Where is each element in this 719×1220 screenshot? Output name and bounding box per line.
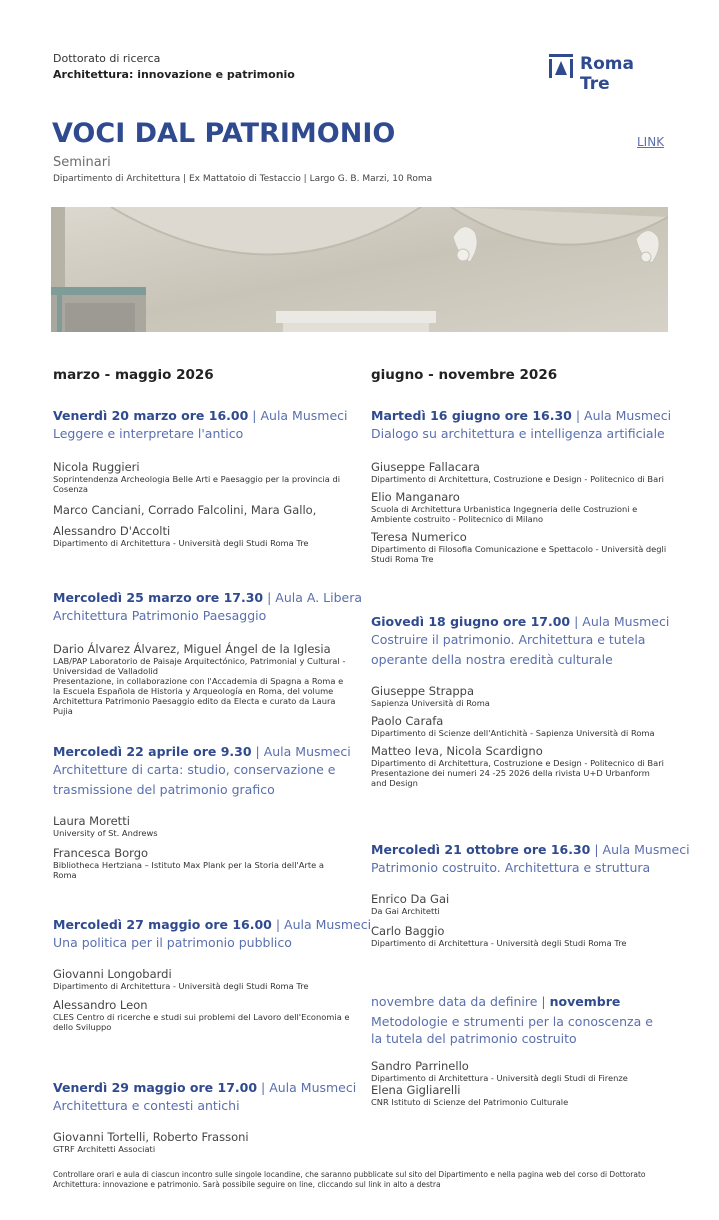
affiliation: Dipartimento di Architettura - Università degli Studi Roma Tre	[53, 981, 309, 991]
program-label: Dottorato di ricerca	[53, 52, 161, 65]
event-21-ottobre	[371, 842, 690, 948]
event-date: Mercoledì 27 maggio ore 16.00 | Aula Musmeci	[53, 917, 372, 932]
affiliation: Sapienza Università di Roma	[371, 698, 490, 708]
speaker: Paolo Carafa	[371, 714, 444, 728]
speaker: Enrico Da Gai	[371, 892, 450, 906]
logo-text: Roma Tre	[580, 54, 634, 94]
event-16-giugno	[371, 408, 672, 564]
event-date: novembre data da definire | novembre	[371, 994, 621, 1009]
affiliation: Da Gai Architetti	[371, 906, 440, 916]
event-date: Mercoledì 21 ottobre ore 16.30 | Aula Musmeci	[371, 842, 690, 857]
affiliation: Soprintendenza Archeologia Belle Arti e Paesaggio per la provincia di Cosenza	[53, 474, 341, 494]
speaker: Matteo Ieva, Nicola Scardigno	[371, 744, 543, 758]
affiliation: GTRF Architetti Associati	[53, 1144, 156, 1154]
affiliation: Dipartimento di Architettura, Costruzione e Design - Politecnico di Bari	[371, 758, 664, 768]
event-date: Venerdì 20 marzo ore 16.00 | Aula Musmeci	[53, 408, 348, 423]
header-photo	[51, 207, 668, 332]
affiliation: CNR Istituto di Scienze del Patrimonio Culturale	[371, 1097, 569, 1107]
speaker: Giuseppe Strappa	[371, 684, 475, 698]
affiliation: Dipartimento di Architettura - Università degli Studi di Firenze	[371, 1073, 628, 1083]
affiliation: Bibliotheca Hertziana – Istituto Max Plank per la Storia dell'Arte a Roma	[53, 860, 324, 880]
event-title: Metodologie e strumenti per la conoscenza e la tutela del patrimonio costruito	[371, 1014, 653, 1046]
event-title: Architettura Patrimonio Paesaggio	[53, 608, 267, 623]
speaker: Teresa Numerico	[371, 530, 467, 544]
speaker: Dario Álvarez Álvarez, Miguel Ángel de la Iglesia	[53, 642, 331, 656]
event-date: Mercoledì 25 marzo ore 17.30 | Aula A. Libera	[53, 590, 363, 605]
event-date: Martedì 16 giugno ore 16.30 | Aula Musmeci	[371, 408, 672, 423]
event-27-maggio	[53, 917, 372, 1032]
speaker: Elio Manganaro	[371, 490, 460, 504]
speaker: Nicola Ruggieri	[53, 460, 140, 474]
affiliation: Scuola di Architettura Urbanistica Ingegneria delle Costruzioni e Ambiente costruito - Politecnico di Milano	[371, 504, 638, 524]
affiliation: Dipartimento di Filosofia Comunicazione e Spettacolo - Università degli Studi Roma Tre	[371, 544, 667, 564]
footer-note: Controllare orari e aula di ciascun incontro sulle singole locandine, che saranno pubblicate sul sito del Dipartimento e nella pagina web del corso di Dottorato Architettura: innovazione e patrimonio. Sarà possibile seguire on line, cliccando sul link in alto a destra	[53, 1170, 646, 1189]
event-date: Mercoledì 22 aprile ore 9.30 | Aula Musmeci	[53, 744, 351, 759]
subtitle: Seminari	[53, 155, 111, 170]
speaker: Giovanni Tortelli, Roberto Frassoni	[53, 1130, 249, 1144]
event-novembre	[371, 994, 667, 1107]
affiliation: University of St. Andrews	[53, 828, 158, 838]
affiliation: LAB/PAP Laboratorio de Paisaje Arquitectónico, Patrimonial y Cultural - Universidad de Valladolid	[53, 656, 346, 676]
event-title: Architettura e contesti antichi	[53, 1098, 240, 1113]
roma-tre-logo-icon	[548, 53, 574, 79]
speaker: Giovanni Longobardi	[53, 967, 172, 981]
speaker: Marco Canciani, Corrado Falcolini, Mara Gallo, Alessandro D'Accolti	[53, 503, 317, 538]
streaming-link[interactable]: LINK	[637, 135, 665, 149]
speaker: Francesca Borgo	[53, 846, 149, 860]
event-title: Una politica per il patrimonio pubblico	[53, 935, 292, 950]
event-title: Costruire il patrimonio. Architettura e tutela operante della nostra eredità culturale	[371, 632, 646, 667]
right-column-heading: giugno - novembre 2026	[371, 367, 558, 383]
course-label: Architettura: innovazione e patrimonio	[53, 68, 295, 81]
event-22-aprile	[53, 744, 351, 880]
event-date: Venerdì 29 maggio ore 17.00 | Aula Musmeci	[53, 1080, 357, 1095]
event-29-maggio	[53, 1080, 357, 1154]
event-title: Patrimonio costruito. Architettura e struttura	[371, 860, 651, 875]
speaker: Laura Moretti	[53, 814, 130, 828]
event-note: Presentazione, in collaborazione con l'Accademia di Spagna a Roma e la Escuela Española de Historia y Arqueología en Roma, del volume Architettura Patrimonio Paesaggio edito da Electa e curato da Laura Pujia	[53, 676, 344, 716]
page-title: VOCI DAL PATRIMONIO	[52, 118, 396, 149]
speaker: Carlo Baggio	[371, 924, 445, 938]
venue: Dipartimento di Architettura | Ex Mattatoio di Testaccio | Largo G. B. Marzi, 10 Roma	[53, 174, 433, 184]
speaker: Giuseppe Fallacara	[371, 460, 480, 474]
roma-tre-logo	[548, 52, 668, 94]
affiliation: Dipartimento di Architettura, Costruzione e Design - Politecnico di Bari	[371, 474, 664, 484]
speaker: Alessandro Leon	[53, 998, 148, 1012]
speaker: Sandro Parrinello	[371, 1059, 469, 1073]
event-note: Presentazione dei numeri 24 -25 2026 della rivista U+D Urbanform and Design	[371, 768, 650, 788]
event-title: Architetture di carta: studio, conservazione e trasmissione del patrimonio grafico	[53, 762, 336, 797]
affiliation: Dipartimento di Architettura - Università degli Studi Roma Tre	[371, 938, 627, 948]
speaker: Elena Gigliarelli	[371, 1083, 461, 1097]
left-column-heading: marzo - maggio 2026	[53, 367, 214, 383]
affiliation: CLES Centro di ricerche e studi sui problemi del Lavoro dell'Economia e dello Sviluppo	[53, 1012, 350, 1032]
affiliation: Dipartimento di Scienze dell'Antichità - Sapienza Università di Roma	[371, 728, 655, 738]
event-title: Leggere e interpretare l'antico	[53, 426, 244, 441]
affiliation: Dipartimento di Architettura - Università degli Studi Roma Tre	[53, 538, 309, 548]
event-25-marzo	[53, 590, 363, 716]
wall-image	[51, 207, 668, 332]
event-date: Giovedì 18 giugno ore 17.00 | Aula Musmeci	[371, 614, 670, 629]
event-20-marzo	[53, 408, 353, 548]
event-title: Dialogo su architettura e intelligenza artificiale	[371, 426, 665, 441]
event-18-giugno	[371, 614, 670, 788]
